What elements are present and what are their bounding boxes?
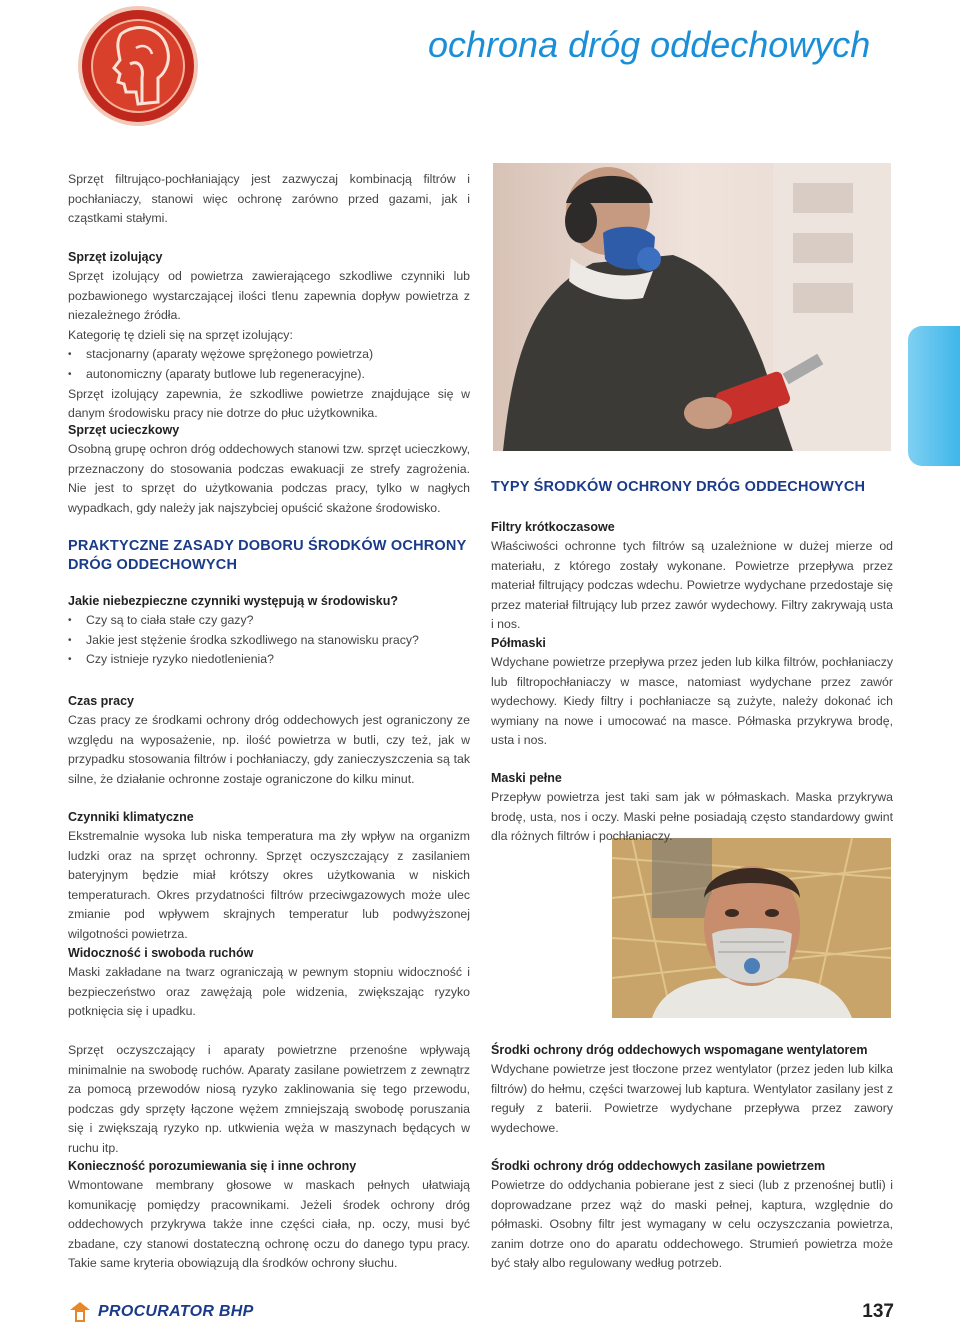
typy-heading: TYPY ŚRODKÓW OCHRONY DRÓG ODDECHOWYCH [491,479,866,495]
zasady-list [68,611,470,670]
section-ucieczkowy [68,421,470,518]
section-zasady [68,537,470,670]
widocznosc-heading: Widoczność i swoboda ruchów [68,946,254,960]
section-polmaski [491,634,893,751]
section-maski [491,769,893,847]
polmaski-heading: Półmaski [491,636,546,650]
zasady-heading-line1: PRAKTYCZNE ZASADY DOBORU ŚRODKÓW OCHRONY [68,538,467,554]
zasady-heading-line2: DRÓG ODDECHOWYCH [68,557,238,573]
wentylator-p1: Wdychane powietrze jest tłoczone przez wentylator (przez jeden lub kilka filtrów) do hełmu, części twarzowej lub kaptura. Wentylator zasilany jest z reguły z baterii. Powietrze wydychane przepływa przez zawory wydechowe. [491,1062,893,1135]
section-zasilane [491,1157,893,1274]
footer-brand: PROCURATOR BHP [98,1303,254,1320]
section-porozumiewanie [68,1157,470,1274]
disposable-mask-photo [612,838,891,1018]
widocznosc-p1: Maski zakładane na twarz ograniczają w pewnym stopniu widoczność i bezpieczeństwo oraz zawężają pole widzenia, zwiększając ryzyko potknięcia się i upadku. [68,965,470,1019]
zasady-question: Jakie niebezpieczne czynniki występują w środowisku? [68,594,398,608]
section-wentylator [491,1041,893,1138]
zasilane-p1: Powietrze do oddychania pobierane jest z sieci (lub z przenośnej butli) i doprowadzane przez wąż do maski pełnej, kaptura, względnie do półmaski. Osobny filtr jest wymagany w celu oczyszczania powietrza, zanim dotrze ono do aparatu oddechowego. Strumień powietrza może być stały albo regulowany według potrzeb. [491,1178,893,1271]
polmaski-p1: Wdychane powietrze przepływa przez jeden lub kilka filtrów, pochłaniaczy lub filtropochłaniaczy w masce, natomiast wydychane przez zawór wydechowy. Kiedy filtry i pochłaniacze są zużyte, należy dokonać ich wymiany na nowe i umocować na masce. Półmaska przykrywa brodę, usta i nos. [491,655,893,748]
filtry-p1: Właściwości ochronne tych filtrów są uzależnione w dużej mierze od materiału, z którego zostały wykonane. Powietrze przepływa przez materiał filtrujący podczas wdechu. Powietrze wydychane przedostaje się przez materiał filtrujący lub przez zawór wydechowy. Filtry zakrywają usta i nos. [491,539,893,632]
list-item: • Czy są to ciała stałe czy gazy? [68,611,470,631]
maski-p1: Przepływ powietrza jest taki sam jak w półmaskach. Maska przykrywa brodę, usta, nos i oczy. Maski pełne posiadają często standardowy gwint dla różnych filtrów i pochłaniaczy. [491,790,893,844]
ucieczkowy-p1: Osobną grupę ochron dróg oddechowych stanowi tzw. sprzęt ucieczkowy, przeznaczony do stosowania podczas ewakuacji ze strefy zagrożenia. Nie jest to sprzęt do użytkowania podczas pracy, tylko w nagłych wypadkach, gdy należy jak najszybciej opuścić skażone środowisko. [68,442,470,515]
czas-p1: Czas pracy ze środkami ochrony dróg oddechowych jest ograniczony ze względu na wyposażenie, np. ilość powietrza w butli, czy też, jak w przypadku stosowania filtrów i pochłaniaczy, gdy zanieczyszczenia są tak silne, że działanie ochronne zostaje ograniczone do kilku minut. [68,713,470,786]
page-title: ochrona dróg oddechowych [428,24,871,65]
ucieczkowy-heading: Sprzęt ucieczkowy [68,423,180,437]
procurator-logo-icon [68,1300,92,1324]
wentylator-heading: Środki ochrony dróg oddechowych wspomagane wentylatorem [491,1043,868,1057]
section-filtry [491,518,893,635]
page-number: 137 [862,1301,894,1322]
izolujacy-list [68,345,470,384]
izolujacy-heading: Sprzęt izolujący [68,250,163,264]
klimat-heading: Czynniki klimatyczne [68,810,194,824]
section-widocznosc-2 [68,1041,470,1159]
list-item: • Czy istnieje ryzyko niedotlenienia? [68,650,470,670]
klimat-p1: Ekstremalnie wysoka lub niska temperatura ma zły wpływ na organizm ludzki oraz na sprzęt ochronny. Sprzęt oczyszczający z zasilaniem bateryjnym będzie miał krótszy okres użytkowania w niskich temperaturach. Okres przydatności filtrów przeciwgazowych może ulec zmianie pod wpływem skrajnych temperatur lub podwyższonej wilgotności powietrza. [68,829,470,941]
section-izolujacy [68,248,470,424]
czas-heading: Czas pracy [68,694,135,708]
respiratory-tract-icon [76,4,200,128]
section-czas [68,692,470,789]
filtry-heading: Filtry krótkoczasowe [491,520,615,534]
list-item: • Jakie jest stężenie środka szkodliwego na stanowisku pracy? [68,631,470,651]
zasilane-heading: Środki ochrony dróg oddechowych zasilane powietrzem [491,1159,826,1173]
izolujacy-p1: Sprzęt izolujący od powietrza zawierającego szkodliwe czynniki lub pozbawionego wystarczającej ilości tlenu zapewnia dopływ powietrza z niezależnego źródła. [68,269,470,323]
head-profile-emblem [76,4,200,128]
section-typy [491,478,893,497]
maski-heading: Maski pełne [491,771,562,785]
worker-respirator-photo [493,163,891,451]
intro-paragraph: Sprzęt filtrująco-pochłaniający jest zazwyczaj kombinacją filtrów i pochłaniaczy, stanowi więc ochronę zarówno przed gazami, jak i cząstkami stałymi. [68,172,470,226]
side-tab [908,326,960,466]
izolujacy-p2: Kategorię tę dzieli się na sprzęt izolujący: [68,327,293,342]
list-item: • autonomiczny (aparaty butlowe lub regeneracyjne). [68,365,470,385]
list-item: • stacjonarny (aparaty wężowe sprężonego powietrza) [68,345,470,365]
section-klimat [68,808,470,945]
left-column [68,170,470,229]
section-widocznosc [68,944,470,1022]
izolujacy-p3: Sprzęt izolujący zapewnia, że szkodliwe powietrze znajdujące się w danym środowisku pracy nie dotrze do płuc użytkownika. [68,386,470,421]
porozumiewanie-p1: Wmontowane membrany głosowe w maskach pełnych ułatwiają komunikację pomiędzy pracownikami. Jeżeli środek ochrony dróg oddechowych przykrywa także inne części ciała, np. oczy, musi być zbadane, czy stanowi dostateczną ochronę oczu do danego typu pracy. Takie same kryteria obowiązują dla środków ochrony słuchu. [68,1178,470,1271]
porozumiewanie-heading: Konieczność porozumiewania się i inne ochrony [68,1159,357,1173]
widocznosc-p2: Sprzęt oczyszczający i aparaty powietrzne przenośne wpływają minimalnie na swobodę ruchów. Aparaty zasilane powietrzem z zewnątrz za pomocą przewodów niosą ryzyko zaklinowania się tego przewodu, podczas gdy sprzęty łączone wężem zmniejszają swobodę poruszania się i zwiększają ryzyko np. utkwienia węża w maszynach będących w ruchu itp. [68,1043,470,1155]
